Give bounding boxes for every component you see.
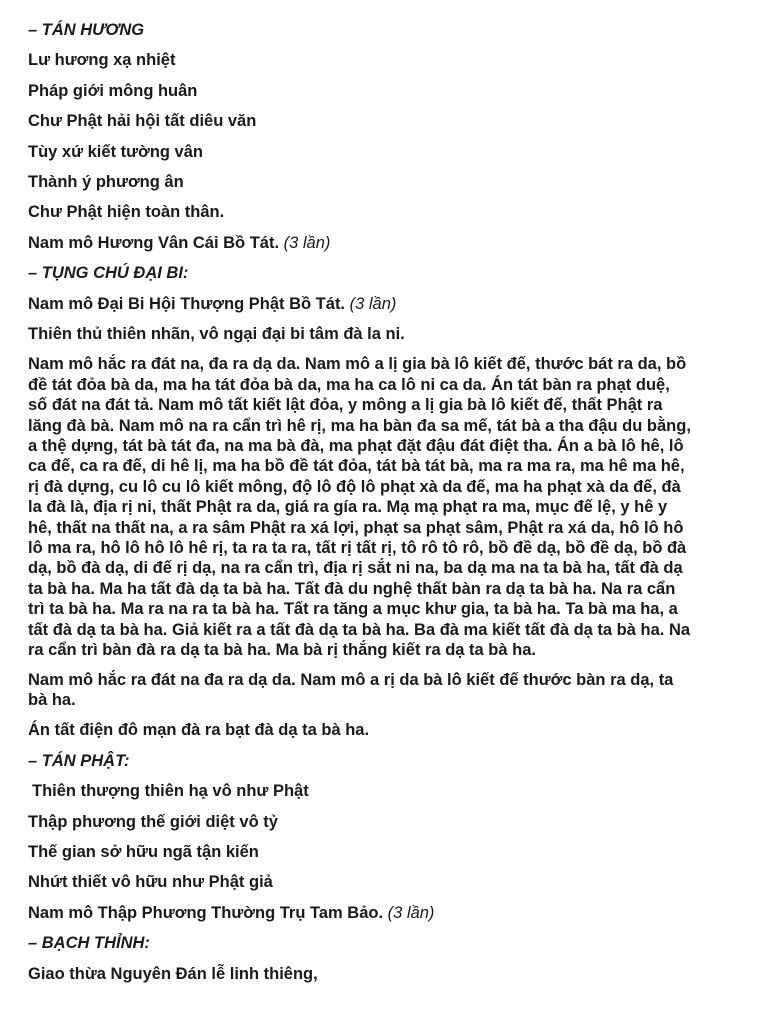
line-text: Chư Phật hiện toàn thân.	[28, 203, 225, 222]
verse-line	[28, 781, 740, 802]
verse-line	[28, 903, 740, 924]
line-text: – TÁN PHẬT:	[28, 751, 130, 770]
verse-line	[28, 720, 740, 741]
prayer-section-top	[28, 20, 740, 345]
line-text: Lư hương xạ nhiệt	[28, 51, 176, 70]
line-text: Chư Phật hải hội tất diêu văn	[28, 112, 257, 131]
line-text: Nam mô Thập Phương Thường Trụ Tam Bảo.	[28, 903, 384, 922]
paragraph-line: bà ha.	[28, 691, 76, 710]
verse-line	[28, 142, 740, 163]
closing-mantra-paragraph	[28, 670, 740, 711]
section-heading	[28, 20, 740, 41]
line-text: Tùy xứ kiết tường vân	[28, 142, 203, 161]
prayer-section-bottom	[28, 720, 740, 984]
line-text: – TÁN HƯƠNG	[28, 21, 145, 39]
repeat-note: (3 lần)	[349, 294, 397, 313]
line-text: Thiên thượng thiên hạ vô như Phật	[32, 782, 309, 801]
line-text: – BẠCH THỈNH:	[28, 934, 150, 953]
paragraph-line: rị đà dựng, cu lô cu lô kiết mông, độ lô độ lô phạt xà da đế, ma ha phạt xà da đế, đà	[28, 477, 681, 496]
paragraph-line: dạ, bồ đà dạ, di đế rị dạ, na ra cẩn trì, địa rị sắt ni na, ba dạ ma na ta bà ha, tất đà dạ	[28, 559, 683, 578]
verse-line	[28, 202, 740, 223]
paragraph-line: lăng đà bà. Nam mô na ra cẩn trì hê rị, ma ha bàn đa sa mế, tát bà a tha đậu du bằng,	[28, 416, 691, 435]
verse-line	[28, 172, 740, 193]
paragraph-line: trì ta bà ha. Ma ra na ra ta bà ha. Tất ra tăng a mục khư gia, ta bà ha. Ta bà ma ha, a	[28, 600, 678, 619]
paragraph-line: lô ma ra, hô lô hô lô hê rị, ta ra ta ra, tất rị tất rị, tô rô tô rô, bồ đề dạ, bồ đề dạ, bồ đà	[28, 538, 687, 557]
paragraph-line: ta bà ha. Ma ha tất đà dạ ta bà ha. Tất đà du nghệ thất bàn ra dạ ta bà ha. Na ra cẩn	[28, 579, 676, 598]
line-text: Pháp giới mông huân	[28, 81, 198, 100]
line-text: – TỤNG CHÚ ĐẠI BI:	[28, 264, 189, 283]
line-text: Thế gian sở hữu ngã tận kiến	[28, 842, 259, 861]
verse-line	[28, 842, 740, 863]
document-page	[28, 20, 740, 994]
verse-line	[28, 812, 740, 833]
section-heading	[28, 751, 740, 772]
paragraph-line: ca đế, ca ra đế, di hê lị, ma ha bồ đề tát đỏa, tát bà tát bà, ma ra ma ra, ma hê ma hê,	[28, 457, 685, 476]
verse-line	[28, 294, 740, 315]
line-text: Nam mô Hương Vân Cái Bồ Tát.	[28, 233, 280, 252]
line-text: Thành ý phương ân	[28, 172, 184, 191]
line-text: Án tất điện đô mạn đà ra bạt đà dạ ta bà ha.	[28, 721, 370, 740]
verse-line	[28, 233, 740, 254]
verse-line	[28, 964, 740, 985]
paragraph-line: tất đà dạ ta bà ha. Giả kiết ra a tất đà dạ ta bà ha. Ba đà ma kiết tất đà dạ ta bà ha. Na	[28, 620, 691, 639]
line-text: Thập phương thế giới diệt vô tỷ	[28, 812, 278, 831]
paragraph-line: hê, thất na thất na, a ra sâm Phật ra xá lợi, phạt sa phạt sâm, Phật ra xá da, hô lô hô	[28, 518, 684, 537]
paragraph-line: đề tát đỏa bà da, ma ha tát đỏa bà da, ma ha ca lô ni ca da. Án tát bàn ra phạt duệ,	[28, 375, 670, 394]
paragraph-line: Nam mô hắc ra đát na đa ra dạ da. Nam mô a rị da bà lô kiết đế thước bàn ra dạ, ta	[28, 670, 674, 689]
paragraph-line: số đát na đát tả. Nam mô tất kiết lật đỏa, y mông a lị gia bà lô kiết đế, thất Phật ra	[28, 396, 663, 415]
repeat-note: (3 lần)	[283, 233, 331, 252]
verse-line	[28, 50, 740, 71]
verse-line	[28, 324, 740, 345]
paragraph-line: ra cẩn trì bàn đà ra dạ ta bà ha. Ma bà rị thắng kiết ra dạ ta bà ha.	[28, 640, 536, 659]
line-text: Nhứt thiết vô hữu như Phật giả	[28, 873, 273, 892]
section-heading	[28, 263, 740, 284]
line-text: Thiên thủ thiên nhãn, vô ngại đại bi tâm đà la ni.	[28, 324, 405, 343]
paragraph-line: Nam mô hắc ra đát na, đa ra dạ da. Nam mô a lị gia bà lô kiết đế, thước bát ra da, bồ	[28, 355, 687, 374]
verse-line	[28, 111, 740, 132]
paragraph-line: a thệ dựng, tát bà tát đa, na ma bà đà, ma phạt đặt đậu đát điệt tha. Án a bà lô hê, lô	[28, 436, 684, 455]
repeat-note: (3 lần)	[387, 903, 435, 922]
verse-line	[28, 81, 740, 102]
paragraph-line: la đà là, địa rị ni, thất Phật ra da, giá ra gía ra. Mạ mạ phạt ra ma, mục đế lệ, y hê y	[28, 498, 668, 517]
line-text: Giao thừa Nguyên Đán lễ linh thiêng,	[28, 964, 318, 983]
line-text: Nam mô Đại Bi Hội Thượng Phật Bồ Tát.	[28, 294, 346, 313]
section-heading	[28, 933, 740, 954]
dai-bi-mantra-paragraph	[28, 354, 740, 660]
verse-line	[28, 872, 740, 893]
